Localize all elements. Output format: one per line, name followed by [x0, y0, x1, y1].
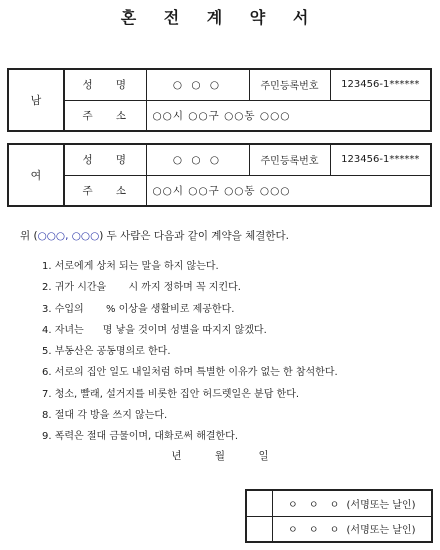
address-value: ○○시 ○○구 ○○동 ○○○	[146, 175, 431, 206]
party-gender: 남	[8, 69, 64, 131]
signature-note: (서명또는 날인)	[346, 525, 416, 537]
document-title: 혼 전 계 약 서	[120, 8, 320, 27]
clause-item: 3. 수입의 % 이상을 생활비로 제공한다.	[42, 303, 235, 315]
signatory-name: ㅇ ㅇ ㅇ	[288, 525, 344, 537]
intro-names: ○○○, ○○○	[37, 230, 100, 242]
clause-item: 2. 귀가 시간을 시 까지 정하며 꼭 지킨다.	[42, 282, 241, 294]
clause-item: 6. 서로의 집안 일도 내일처럼 하며 특별한 이유가 없는 한 참석한다.	[42, 367, 338, 379]
signature-blank-cell	[246, 490, 272, 516]
address-label: 주 소	[64, 175, 146, 206]
signature-row[interactable]	[272, 516, 432, 542]
signatory-name: ㅇ ㅇ ㅇ	[288, 499, 344, 511]
clause-item: 4. 자녀는 명 낳을 것이며 성별을 따지지 않겠다.	[42, 324, 267, 336]
id-number-label: 주민등록번호	[249, 144, 330, 175]
name-value: ○ ○ ○	[146, 144, 249, 175]
id-number-value: 123456-1******	[330, 144, 431, 175]
intro-sentence	[20, 228, 289, 243]
intro-suffix: ) 두 사람은 다음과 같이 계약을 체결한다.	[99, 230, 289, 242]
id-number-label: 주민등록번호	[249, 69, 330, 100]
address-label: 주 소	[64, 100, 146, 131]
clause-item: 7. 청소, 빨래, 설거지를 비롯한 집안 허드렛일은 분담 한다.	[42, 388, 300, 400]
name-label: 성 명	[64, 69, 146, 100]
clause-list	[42, 259, 338, 451]
name-value: ○ ○ ○	[146, 69, 249, 100]
signature-note: (서명또는 날인)	[346, 499, 416, 511]
address-value: ○○시 ○○구 ○○동 ○○○	[146, 100, 431, 131]
clause-item: 5. 부동산은 공동명의로 한다.	[42, 346, 171, 358]
date-line: 년 월 일	[171, 450, 269, 462]
clause-item: 1. 서로에게 상처 되는 말을 하지 않는다.	[42, 261, 219, 272]
signature-row[interactable]	[272, 490, 432, 516]
party-gender: 여	[8, 144, 64, 206]
signature-blank-cell	[246, 516, 272, 542]
clause-item: 9. 폭력은 절대 금물이며, 대화로써 해결한다.	[42, 431, 239, 443]
name-label: 성 명	[64, 144, 146, 175]
signature-table	[245, 489, 433, 543]
party-table-male	[7, 68, 432, 132]
clause-item: 8. 절대 각 방을 쓰지 않는다.	[42, 410, 168, 422]
id-number-value: 123456-1******	[330, 69, 431, 100]
party-table-female	[7, 143, 432, 207]
intro-prefix: 위 (	[20, 230, 38, 242]
